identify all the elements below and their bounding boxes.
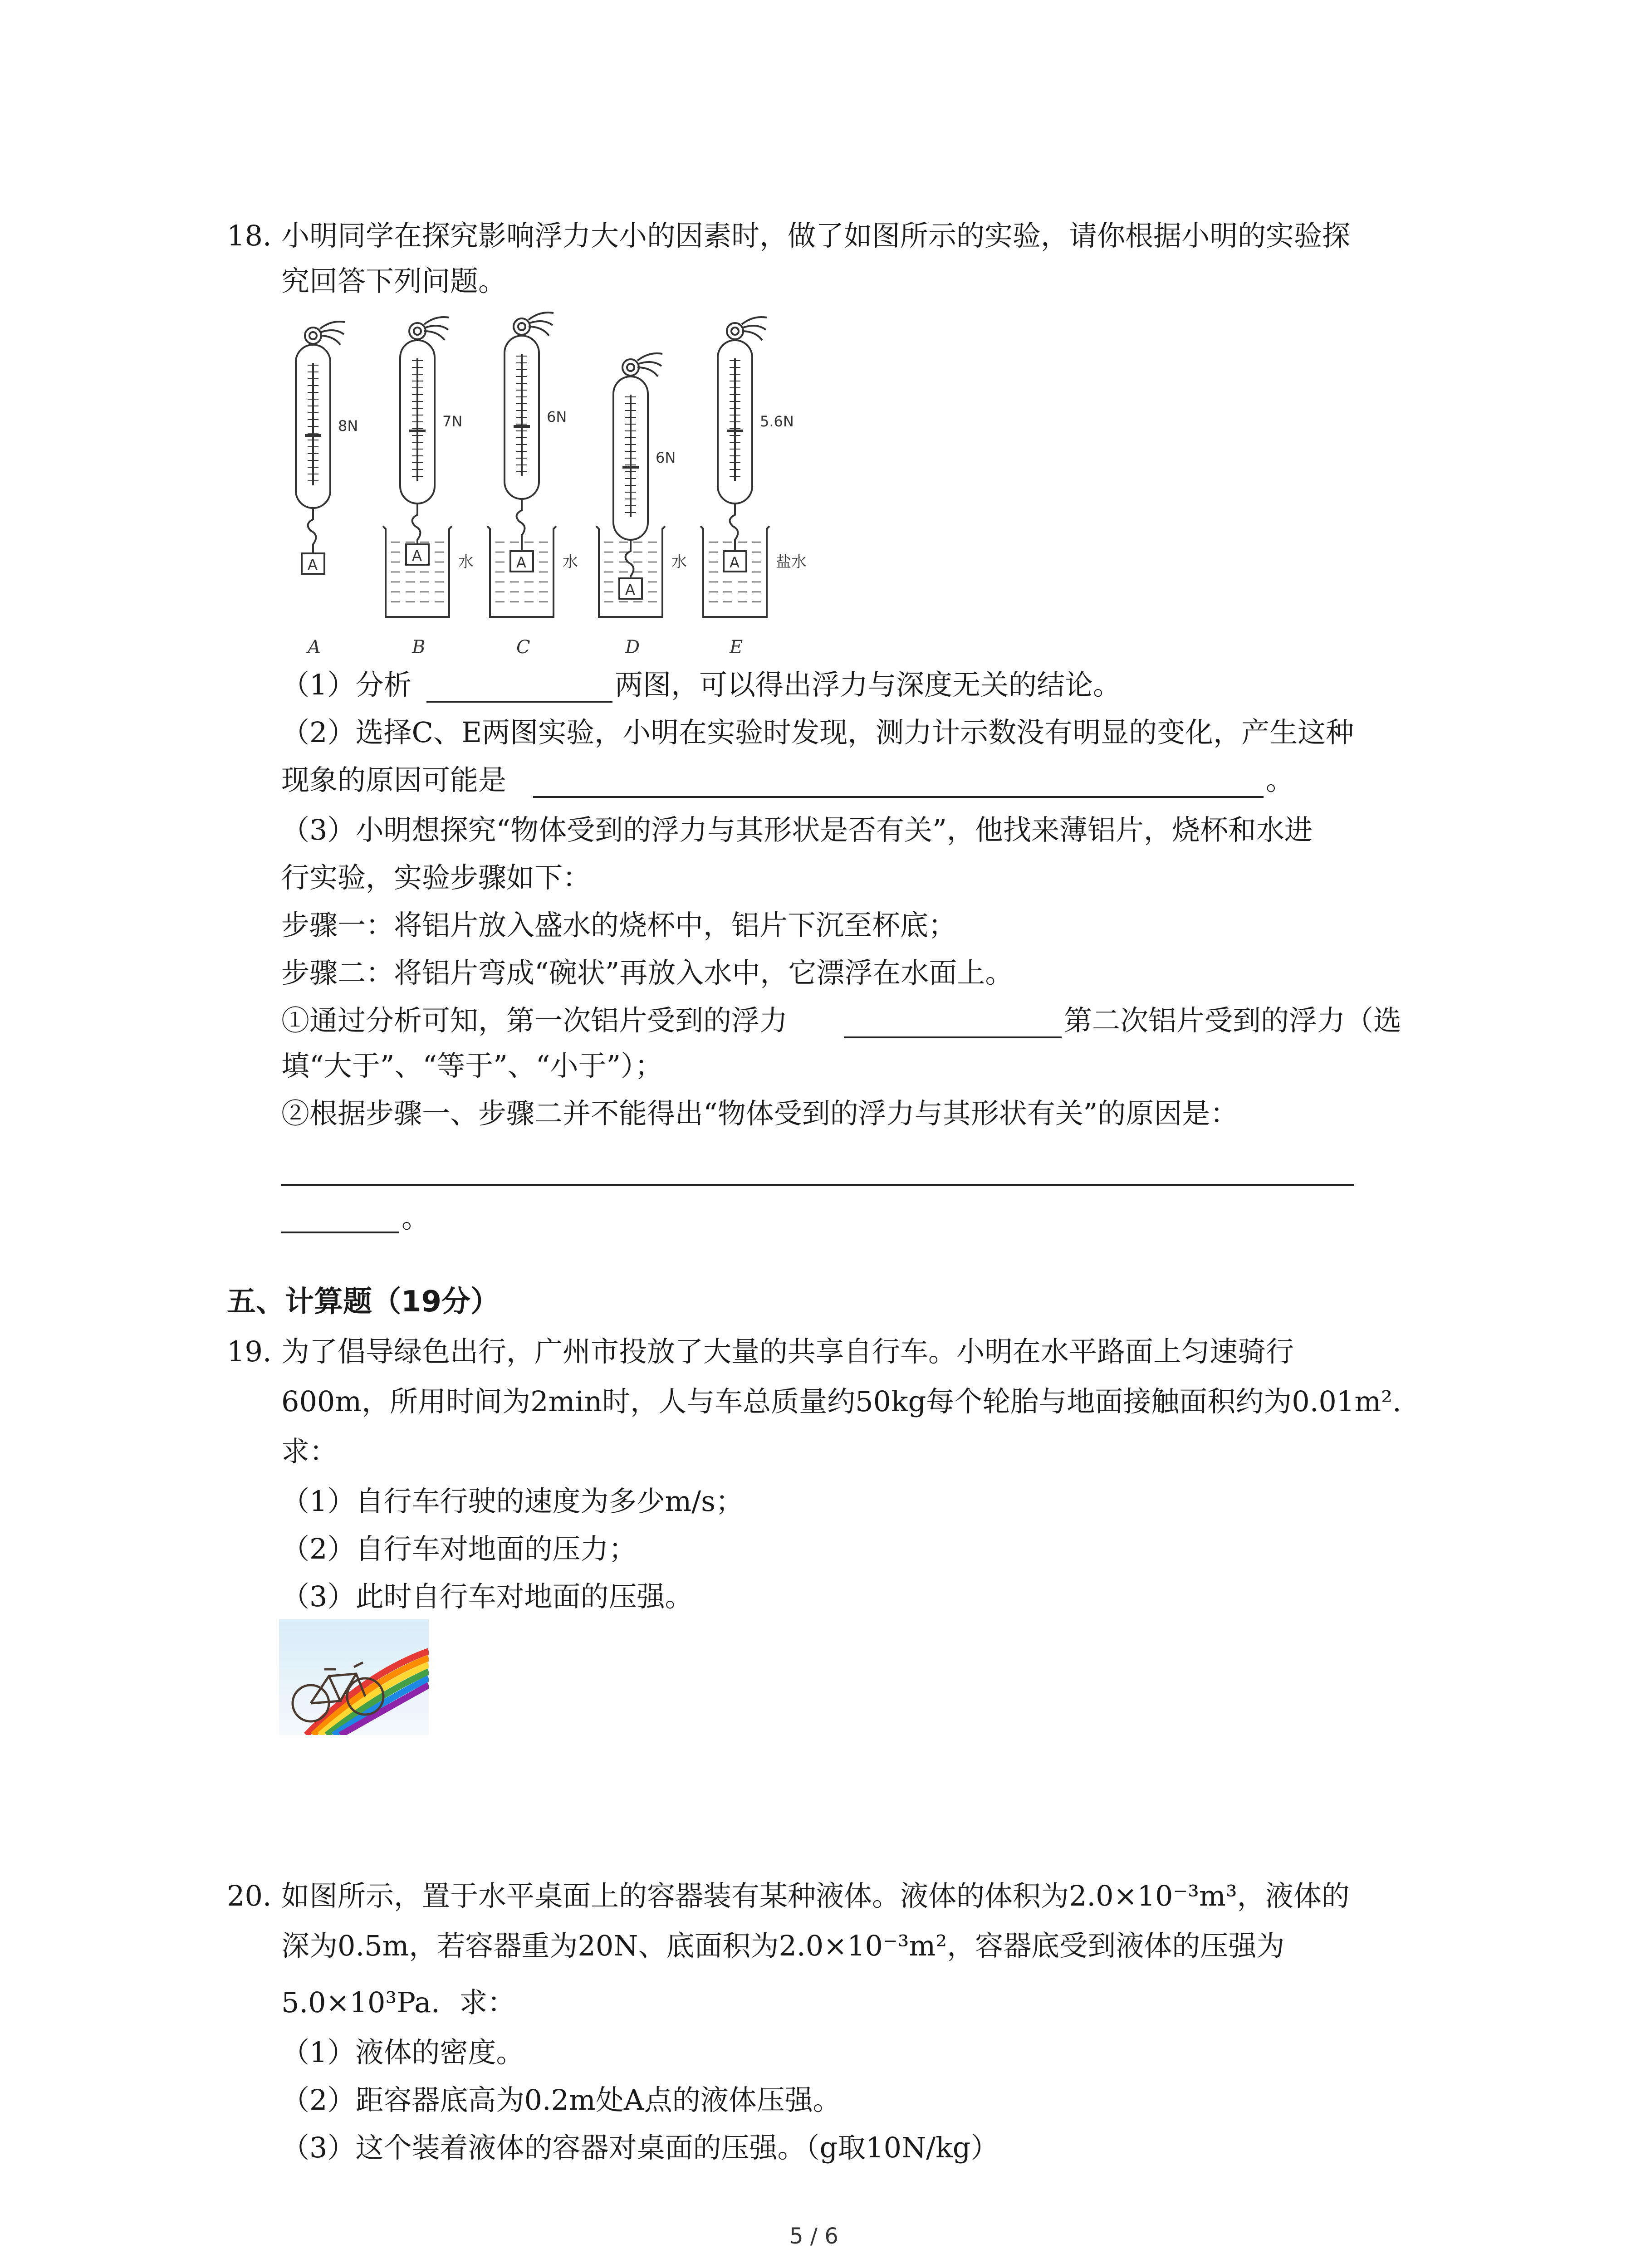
q18-p1-blank (426, 701, 612, 703)
scale-reading-d: 6N (656, 449, 676, 466)
q19-s2: （2）自行车对地面的压力； (281, 1532, 637, 1565)
liquid-label-d: 水 (671, 553, 687, 571)
q19-line3: 求： (281, 1435, 338, 1468)
section5-title: 五、计算题（19分） (227, 1285, 500, 1319)
figure-label-a: A (308, 637, 321, 658)
scale-reading-e: 5.6N (760, 413, 794, 430)
q20-s3: （3）这个装着液体的容器对桌面的压强。（g取10N/kg） (281, 2131, 999, 2164)
q18-p2-end: 。 (1266, 763, 1294, 797)
q20-line2: 深为0.5m，若容器重为20N、底面积为2.0×10⁻³m²，容器底受到液体的压强为 (281, 1929, 1285, 1962)
q19-number: 19. (227, 1335, 272, 1368)
spring-scale-b (383, 317, 474, 658)
figure-label-c: C (516, 637, 530, 658)
q18-number: 18. (227, 219, 272, 252)
q19-line2: 600m，所用时间为2min时，人与车总质量约50kg每个轮胎与地面接触面积约为0.01m². (281, 1385, 1401, 1418)
liquid-label-e: 盐水 (776, 553, 807, 571)
q20-line1: 如图所示，置于水平桌面上的容器装有某种液体。液体的体积为2.0×10⁻³m³，液体的 (281, 1879, 1350, 1912)
q19-s3: （3）此时自行车对地面的压强。 (281, 1580, 693, 1613)
q20-s2: （2）距容器底高为0.2m处A点的液体压强。 (281, 2083, 841, 2116)
q18-p3-line1: （3）小明想探究“物体受到的浮力与其形状是否有关”，他找来薄铝片，烧杯和水进 (281, 813, 1313, 846)
q18-p1-b: 两图，可以得出浮力与深度无关的结论。 (615, 668, 1122, 701)
q18-c1-a: ①通过分析可知，第一次铝片受到的浮力 (281, 1004, 788, 1037)
svg-text:A: A (308, 556, 318, 573)
q18-c2: ②根据步骤一、步骤二并不能得出“物体受到的浮力与其形状有关”的原因是： (281, 1097, 1239, 1130)
bicycle-rainbow-image (279, 1619, 429, 1735)
q20-s1: （1）液体的密度。 (281, 2036, 524, 2069)
q18-p2-line2: 现象的原因可能是 (281, 763, 507, 797)
q18-c2-end: 。 (402, 1201, 430, 1234)
q18-stem-line2: 究回答下列问题。 (281, 264, 507, 298)
q19-line1: 为了倡导绿色出行，广州市投放了大量的共享自行车。小明在水平路面上匀速骑行 (281, 1335, 1294, 1368)
spring-scale-figure (272, 308, 862, 662)
svg-text:A: A (516, 554, 526, 571)
q18-step1: 步骤一：将铝片放入盛水的烧杯中，铝片下沉至杯底； (281, 909, 957, 942)
q18-c2-blank-line1 (281, 1184, 1354, 1186)
q18-p2-blank (533, 796, 1264, 798)
figure-label-d: D (625, 637, 640, 658)
q18-stem-line1: 小明同学在探究影响浮力大小的因素时，做了如图所示的实验，请你根据小明的实验探 (281, 219, 1351, 252)
q20-number: 20. (227, 1879, 272, 1912)
svg-text:A: A (730, 554, 740, 571)
spring-scale-a (296, 322, 358, 658)
scale-reading-c: 6N (547, 408, 567, 425)
q18-p2-line1: （2）选择C、E两图实验，小明在实验时发现，测力计示数没有明显的变化，产生这种 (281, 716, 1354, 749)
spring-scale-d (596, 353, 687, 658)
q18-c1-b: 第二次铝片受到的浮力（选 (1064, 1004, 1402, 1037)
figure-label-e: E (730, 637, 743, 658)
q19-s1: （1）自行车行驶的速度为多少m/s； (281, 1485, 744, 1518)
q18-step2: 步骤二：将铝片弯成“碗状”再放入水中，它漂浮在水面上。 (281, 956, 1014, 989)
q18-c1-blank (844, 1036, 1062, 1038)
scale-reading-a: 8N (338, 417, 358, 435)
q18-c1-line2: 填“大于”、“等于”、“小于”）； (281, 1049, 663, 1082)
q18-p3-line2: 行实验，实验步骤如下： (281, 861, 591, 894)
liquid-label-b: 水 (458, 553, 474, 571)
q18-p1-a: （1）分析 (281, 668, 412, 701)
scale-reading-b: 7N (442, 413, 463, 430)
q20-line3: 5.0×10³Pa．求： (281, 1986, 516, 2019)
svg-text:A: A (412, 547, 422, 564)
page-number: 5 / 6 (789, 2224, 838, 2249)
spring-scale-e (700, 317, 807, 658)
figure-label-b: B (412, 637, 426, 658)
liquid-label-c: 水 (563, 553, 578, 571)
q18-c2-blank-line2 (281, 1232, 399, 1233)
spring-scale-c (487, 313, 578, 658)
svg-text:A: A (625, 581, 635, 598)
